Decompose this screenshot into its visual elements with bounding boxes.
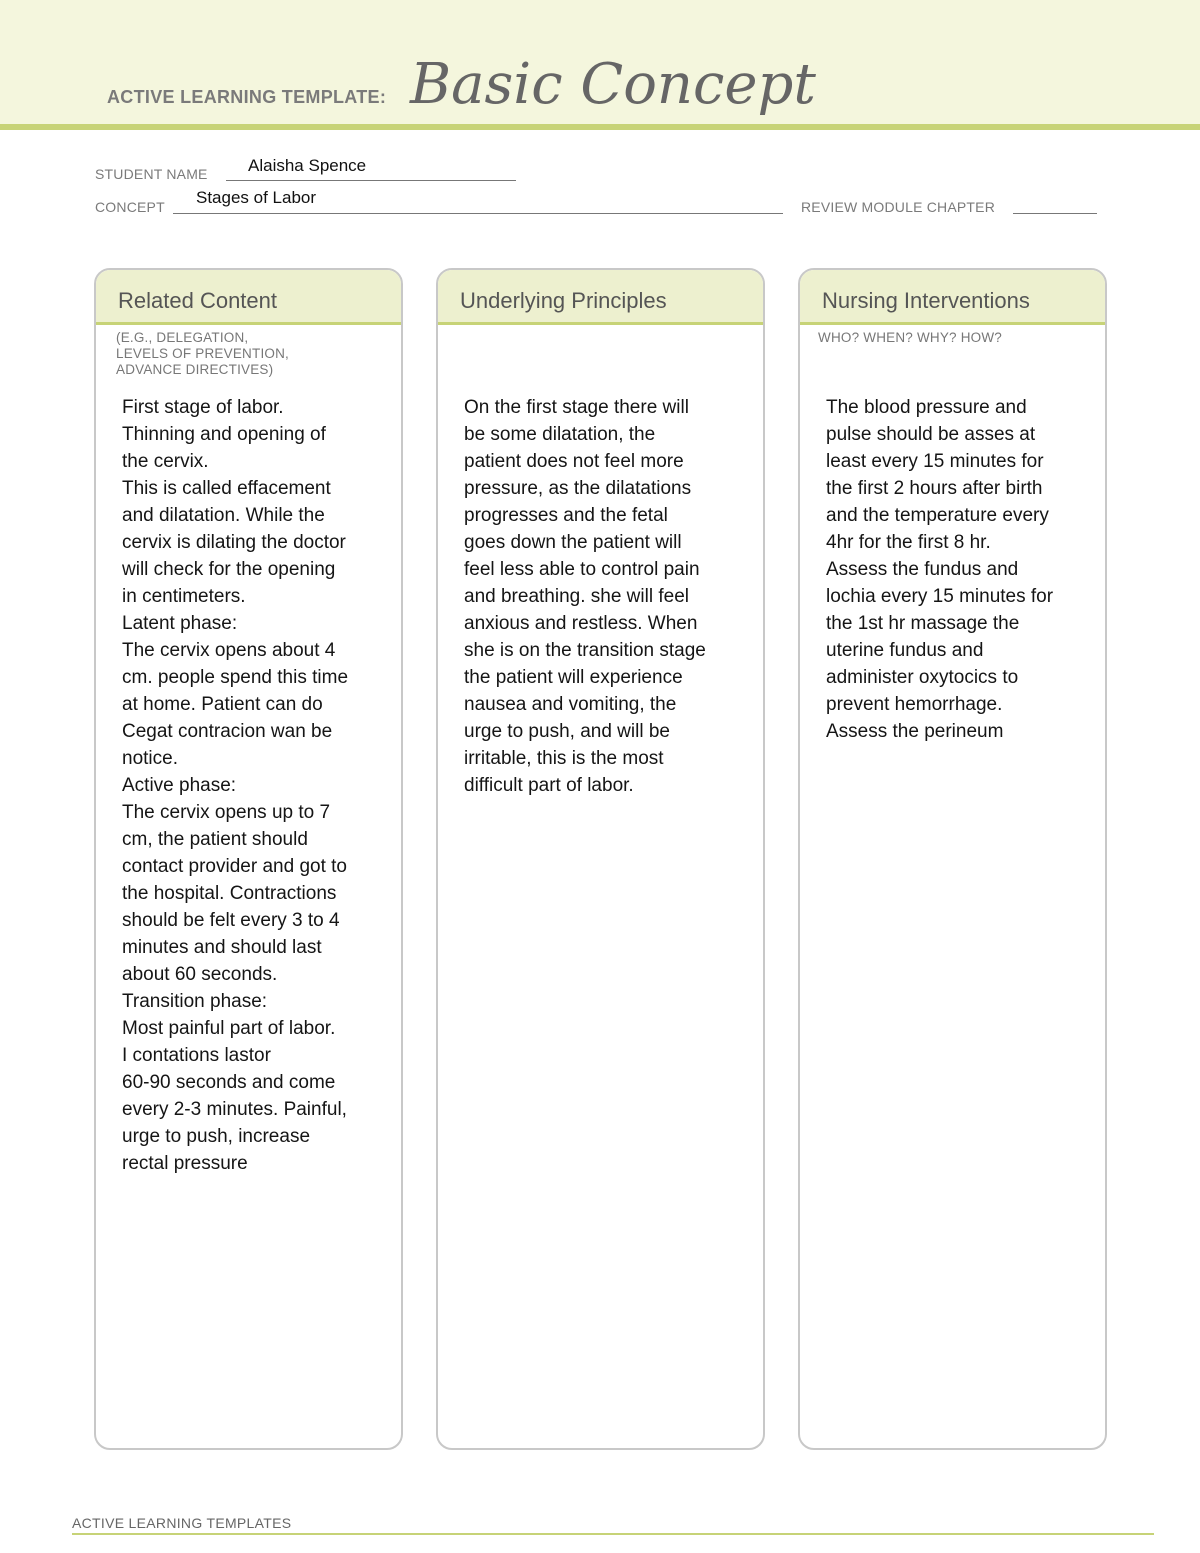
student-name-label: STUDENT NAME xyxy=(95,166,208,182)
nursing-interventions-subtitle: WHO? WHEN? WHY? HOW? xyxy=(818,330,1003,345)
footer-label: ACTIVE LEARNING TEMPLATES xyxy=(72,1515,292,1531)
related-content-body[interactable]: First stage of labor. Thinning and opening of the cervix. This is called effacement and dilatation. While the cervix is dilating the doctor will check for the opening in centimeters. Latent phase: The cervix opens about 4 cm. people spend this time at home. Patient can do Cegat contracion wan be notice. Active phase: The cervix opens up to 7 cm, the patient should contact provider and got to the hospital. Contractions should be felt every 3 to 4 minutes and should last about 60 seconds. Transition phase: Most painful part of labor. I contations lastor 60-90 seconds and come every 2-3 minutes. Painful, urge to push, increase rectal pressure xyxy=(122,397,349,1174)
student-name-value[interactable]: Alaisha Spence xyxy=(248,156,367,175)
concept-label: CONCEPT xyxy=(95,199,165,215)
related-content-title: Related Content xyxy=(118,288,277,313)
footer-rule xyxy=(72,1533,1154,1535)
concept-line xyxy=(173,213,783,214)
underlying-principles-title: Underlying Principles xyxy=(460,288,667,313)
review-module-line[interactable] xyxy=(1013,213,1097,214)
concept-value[interactable]: Stages of Labor xyxy=(196,188,317,207)
related-content-panel xyxy=(94,268,403,1450)
template-title: Basic Concept xyxy=(410,52,816,117)
template-label: ACTIVE LEARNING TEMPLATE: xyxy=(107,87,387,107)
nursing-interventions-body[interactable]: The blood pressure and pulse should be asses at least every 15 minutes for the first 2 hours after birth and the temperature every 4hr for the first 8 hr. Assess the fundus and lochia every 15 minutes for the 1st hr massage the uterine fundus and administer oxytocics to prevent hemorrhage. Assess the perineum xyxy=(826,397,1054,742)
underlying-principles-panel xyxy=(436,268,765,1450)
header-rule xyxy=(0,124,1200,130)
nursing-interventions-panel xyxy=(798,268,1107,1450)
underlying-principles-body[interactable]: On the first stage there will be some dilatation, the patient does not feel more pressure, as the dilatations progresses and the fetal goes down the patient will feel less able to control pain and breathing. she will feel anxious and restless. When she is on the transition stage the patient will experience nausea and vomiting, the urge to push, and will be irritable, this is the most difficult part of labor. xyxy=(464,397,706,796)
student-name-line xyxy=(226,180,516,181)
review-module-label: REVIEW MODULE CHAPTER xyxy=(801,199,995,215)
nursing-interventions-title: Nursing Interventions xyxy=(822,288,1030,313)
related-content-subtitle: (E.G., DELEGATION, LEVELS OF PREVENTION, ADVANCE DIRECTIVES) xyxy=(116,330,289,377)
